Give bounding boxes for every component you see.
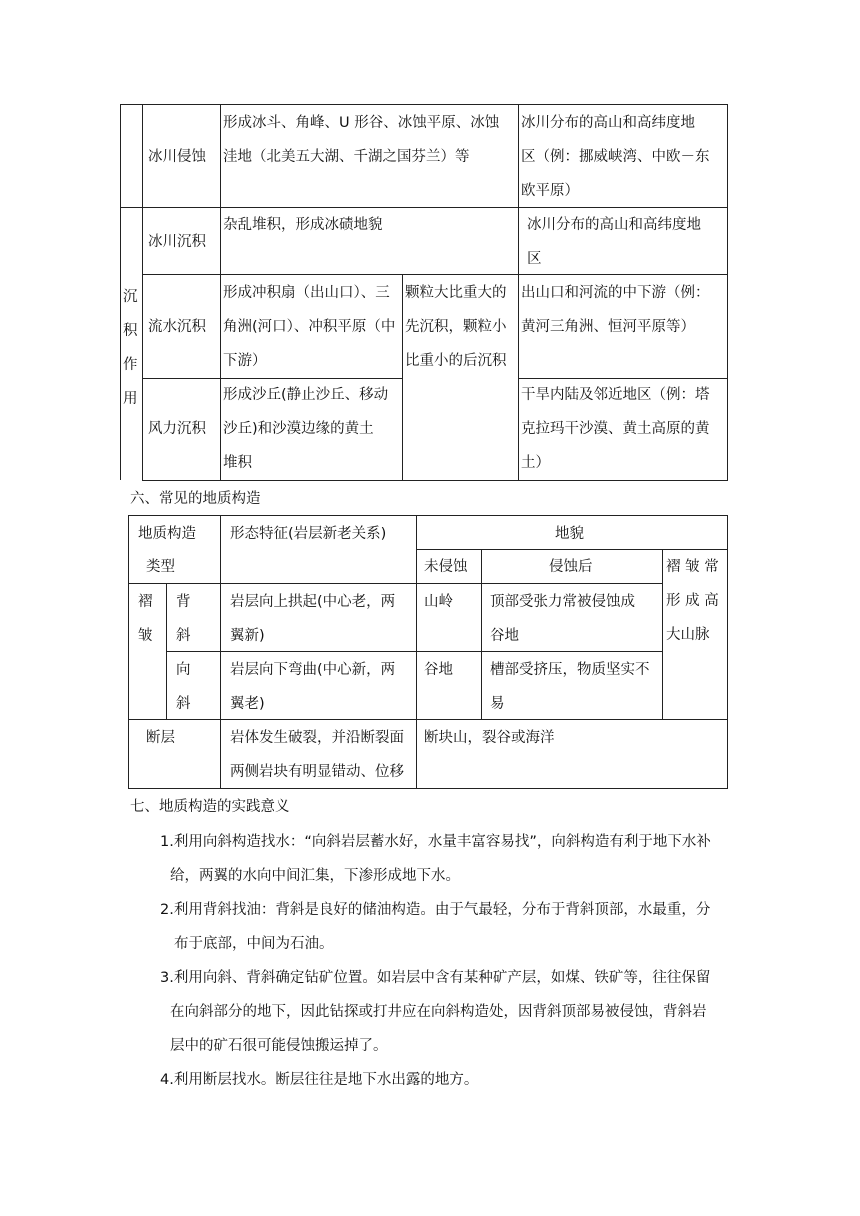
fold-mountain-note: 形 成 高 [666,593,719,609]
section-heading: 七、地质构造的实践意义 [130,799,290,815]
table-border [166,583,167,720]
distribution-text: 土） [521,455,550,471]
anticline-feature: 岩层向上拱起(中心老，两 [230,594,396,610]
header-feature: 形态特征(岩层新老关系) [230,526,387,542]
landform-text: 沙丘)和沙漠边缘的黄土 [223,421,374,437]
sorting-text: 先沉积，颗粒小 [405,319,507,335]
list-item-line: 在向斜部分的地下，因此钻探或打井应在向斜构造处，因背斜顶部易被侵蚀，背斜岩 [170,1004,707,1020]
table-border [128,719,728,720]
distribution-text: 黄河三角洲、恒河平原等） [521,319,695,335]
header-uneroded: 未侵蚀 [424,559,468,575]
distribution-text: 区（例：挪威峡湾、中欧－东 [521,149,710,165]
distribution-text: 冰川分布的高山和高纬度地 [521,115,695,131]
anticline-label: 背 [176,594,191,610]
anticline-label: 斜 [176,628,191,644]
table-border [128,515,129,789]
table-border [128,788,728,789]
table-border [416,515,417,789]
list-item-line: 4.利用断层找水。断层往往是地下水出露的地方。 [160,1072,479,1088]
syncline-eroded: 槽部受挤压，物质坚实不 [490,662,650,678]
distribution-text: 出山口和河流的中下游（例： [521,285,710,301]
syncline-feature: 岩层向下弯曲(中心新，两 [230,662,396,678]
fault-feature: 两侧岩块有明显错动、位移 [230,764,404,780]
anticline-uneroded: 山岭 [424,594,453,610]
fault-feature: 岩体发生破裂，并沿断裂面 [230,730,404,746]
table-border [402,274,403,481]
fault-label: 断层 [146,730,175,746]
sorting-text: 比重小的后沉积 [405,353,507,369]
anticline-feature: 翼新) [230,628,265,644]
list-item-line: 给，两翼的水向中间汇集，下渗形成地下水。 [170,868,460,884]
list-item-line: 3.利用向斜、背斜确定钻矿位置。如岩层中含有某种矿产层，如煤、铁矿等，往往保留 [160,970,711,986]
syncline-label: 斜 [176,696,191,712]
table-border [481,549,482,720]
header-landform: 地貌 [555,526,584,542]
header-eroded: 侵蚀后 [549,559,593,575]
table-border [220,104,221,481]
fold-mountain-note: 褶 皱 常 [666,559,719,575]
process-label: 风力沉积 [148,421,206,437]
syncline-uneroded: 谷地 [424,662,453,678]
header-type: 类型 [146,559,175,575]
list-item-line: 2.利用背斜找油：背斜是良好的储油构造。由于气最轻，分布于背斜顶部，水最重，分 [160,902,711,918]
fold-mountain-note: 大山脉 [666,627,710,643]
table-border [142,480,728,481]
group-label: 沉 [123,289,138,305]
distribution-text: 区 [527,251,542,267]
syncline-eroded: 易 [490,696,505,712]
table-border [727,104,728,481]
anticline-eroded: 顶部受张力常被侵蚀成 [490,594,635,610]
syncline-feature: 翼老) [230,696,265,712]
distribution-text: 冰川分布的高山和高纬度地 [527,217,701,233]
table-border [727,515,728,789]
landform-text: 杂乱堆积，形成冰碛地貌 [223,217,383,233]
landform-text: 形成沙丘(静止沙丘、移动 [223,387,389,403]
landform-text: 下游） [223,353,267,369]
table-border [220,515,221,789]
sorting-text: 颗粒大比重大的 [405,285,507,301]
process-label: 冰川侵蚀 [148,149,206,165]
fault-landform: 断块山，裂谷或海洋 [424,730,555,746]
group-label: 积 [123,323,138,339]
landform-text: 堆积 [223,455,252,471]
landform-text: 角洲(河口）、冲积平原（中 [223,319,396,335]
table-border [120,104,728,105]
syncline-label: 向 [176,662,191,678]
group-label: 用 [123,391,138,407]
fold-label: 皱 [138,628,153,644]
list-item-line: 层中的矿石很可能侵蚀搬运掉了。 [170,1038,388,1054]
landform-text: 形成冰斗、角峰、U 形谷、冰蚀平原、冰蚀 [223,115,500,131]
landform-text: 洼地（北美五大湖、千湖之国芬兰）等 [223,149,470,165]
process-label: 冰川沉积 [148,234,206,250]
list-item-line: 布于底部，中间为石油。 [174,936,334,952]
fold-label: 褶 [138,594,153,610]
header-type: 地质构造 [138,526,196,542]
distribution-text: 欧平原） [521,183,579,199]
process-label: 流水沉积 [148,319,206,335]
anticline-eroded: 谷地 [490,628,519,644]
distribution-text: 干旱内陆及邻近地区（例：塔 [521,387,710,403]
table-border [128,515,728,516]
table-border [120,104,121,480]
distribution-text: 克拉玛干沙漠、黄土高原的黄 [521,421,710,437]
table-border [662,549,663,720]
list-item-line: 1.利用向斜构造找水：“向斜岩层蓄水好，水量丰富容易找”，向斜构造有利于地下水补 [160,834,711,850]
table-border [142,274,728,275]
group-label: 作 [123,357,138,373]
table-border [518,104,519,481]
landform-text: 形成冲积扇（出山口）、三 [223,285,390,301]
section-heading: 六、常见的地质构造 [130,491,261,507]
table-border [142,104,143,481]
